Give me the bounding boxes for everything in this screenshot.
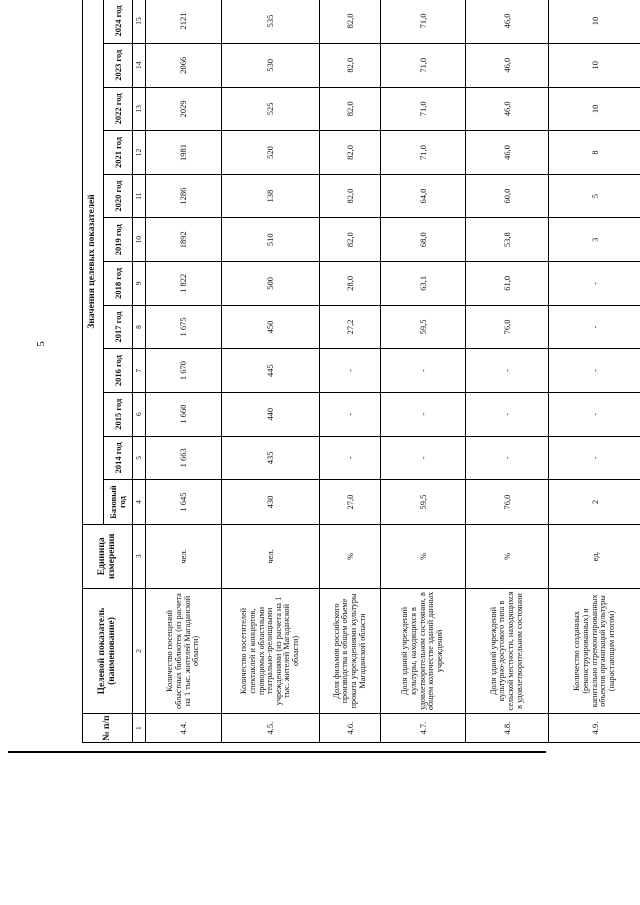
column-number: 5 (133, 436, 146, 480)
header-values-group: Значения целевых показателей (83, 0, 104, 524)
row-value: 28,0 (320, 262, 381, 306)
column-number: 10 (133, 218, 146, 262)
row-value: - (381, 392, 466, 436)
table-row (320, 0, 381, 743)
header-year: 2016 год (104, 349, 133, 393)
row-value: 82,0 (320, 43, 381, 87)
row-value: 10 (549, 87, 640, 131)
row-value: - (320, 392, 381, 436)
row-value: - (381, 436, 466, 480)
row-value: 500 (222, 262, 320, 306)
column-number: 11 (133, 174, 146, 218)
row-indicator-name: Доля зданий учреждений культурно-досугового типа в сельской местности, находящихся в удовлетворительном состоянии (466, 588, 549, 714)
row-value: 82,0 (320, 131, 381, 175)
column-number: 12 (133, 131, 146, 175)
column-number: 2 (133, 588, 146, 714)
column-number: 13 (133, 87, 146, 131)
row-value: 1 645 (146, 480, 222, 525)
row-value: 525 (222, 87, 320, 131)
column-number: 4 (133, 480, 146, 525)
row-value: - (549, 392, 640, 436)
row-value: 82,0 (320, 87, 381, 131)
column-number: 15 (133, 0, 146, 43)
row-value: 64,0 (381, 174, 466, 218)
row-value: 8 (549, 131, 640, 175)
row-value: 76,0 (466, 305, 549, 349)
column-number: 9 (133, 262, 146, 306)
table-row (222, 0, 320, 743)
horizontal-rule (8, 751, 546, 753)
header-year: 2021 год (104, 131, 133, 175)
row-num: 4.8. (466, 714, 549, 743)
header-year: 2024 год (104, 0, 133, 43)
row-value: 1286 (146, 174, 222, 218)
row-value: 535 (222, 0, 320, 43)
row-value: 71,0 (381, 131, 466, 175)
row-value: 10 (549, 0, 640, 43)
row-num: 4.4. (146, 714, 222, 743)
header-year: 2019 год (104, 218, 133, 262)
row-num: 4.7. (381, 714, 466, 743)
row-value: 82,0 (320, 174, 381, 218)
row-value: 82,0 (320, 218, 381, 262)
row-value: 10 (549, 43, 640, 87)
row-value: 82,0 (320, 0, 381, 43)
header-year: 2015 год (104, 392, 133, 436)
row-value: - (549, 436, 640, 480)
row-unit: % (320, 524, 381, 588)
header-year: 2020 год (104, 174, 133, 218)
row-value: 440 (222, 392, 320, 436)
row-value: 46,0 (466, 43, 549, 87)
row-value: - (466, 349, 549, 393)
row-value: 46,0 (466, 87, 549, 131)
column-number: 3 (133, 524, 146, 588)
row-value: 59,5 (381, 305, 466, 349)
row-value: 1 822 (146, 262, 222, 306)
row-value: 53,8 (466, 218, 549, 262)
row-value: 59,5 (381, 480, 466, 525)
row-indicator-name: Доля фильмов российского производства в общем объеме проката учреждениями культуры Магаданской области (320, 588, 381, 714)
row-value: 3 (549, 218, 640, 262)
row-value: 71,0 (381, 87, 466, 131)
row-value: 71,0 (381, 43, 466, 87)
rotated-table-container (82, 0, 616, 743)
row-num: 4.5. (222, 714, 320, 743)
row-value: 510 (222, 218, 320, 262)
row-value: 71,0 (381, 0, 466, 43)
column-number: 1 (133, 714, 146, 743)
row-value: 450 (222, 305, 320, 349)
row-num: 4.6. (320, 714, 381, 743)
row-value: - (320, 349, 381, 393)
row-value: 5 (549, 174, 640, 218)
row-value: 1 663 (146, 436, 222, 480)
header-indicator: Целевой показатель (наименование) (83, 588, 133, 714)
row-value: - (320, 436, 381, 480)
column-number: 7 (133, 349, 146, 393)
header-year: 2014 год (104, 436, 133, 480)
row-unit: чел. (222, 524, 320, 588)
row-value: 138 (222, 174, 320, 218)
header-year: Базовый год (104, 480, 133, 525)
target-indicators-table (82, 0, 640, 743)
column-number: 6 (133, 392, 146, 436)
row-value: 1892 (146, 218, 222, 262)
row-value: 46,0 (466, 0, 549, 43)
header-year: 2018 год (104, 262, 133, 306)
row-value: 520 (222, 131, 320, 175)
row-indicator-name: Количество посетителей спектаклей и концертов, проводимых областными театрально-зрелищными учреждениями (из расчета на 1 тыс. жителей Магаданской области) (222, 588, 320, 714)
row-num: 4.9. (549, 714, 640, 743)
row-value: - (549, 262, 640, 306)
row-value: - (549, 349, 640, 393)
row-value: 1 670 (146, 349, 222, 393)
header-year: 2023 год (104, 43, 133, 87)
row-value: 430 (222, 480, 320, 525)
column-number: 8 (133, 305, 146, 349)
row-value: 435 (222, 436, 320, 480)
row-value: 76,0 (466, 480, 549, 525)
column-number: 14 (133, 43, 146, 87)
row-value: - (381, 349, 466, 393)
header-unit: Единица измерения (83, 524, 133, 588)
row-value: 1 660 (146, 392, 222, 436)
row-value: 61,0 (466, 262, 549, 306)
header-year: 2022 год (104, 87, 133, 131)
table-row (146, 0, 222, 743)
row-value: 27,0 (320, 480, 381, 525)
row-value: 27,2 (320, 305, 381, 349)
header-year: 2017 год (104, 305, 133, 349)
row-value: - (549, 305, 640, 349)
row-indicator-name: Количество созданных (реконструированных) и капитально отремонтированных объектов организаций культуры (нарастающим итогом) (549, 588, 640, 714)
row-unit: % (466, 524, 549, 588)
row-unit: чел. (146, 524, 222, 588)
row-unit: ед. (549, 524, 640, 588)
row-value: 2029 (146, 87, 222, 131)
row-value: 1981 (146, 131, 222, 175)
table-row (549, 0, 640, 743)
row-value: - (466, 436, 549, 480)
row-value: 60,0 (466, 174, 549, 218)
row-value: 1 675 (146, 305, 222, 349)
row-value: 445 (222, 349, 320, 393)
row-value: - (466, 392, 549, 436)
row-indicator-name: Доля зданий учреждений культуры, находящихся в удовлетворительном состоянии, в общем количестве зданий данных учреждений (381, 588, 466, 714)
header-num: № п/п (83, 714, 133, 743)
row-indicator-name: Количество посещений областных библиотек (из расчета на 1 тыс. жителей Магаданской области) (146, 588, 222, 714)
row-value: 2 (549, 480, 640, 525)
row-value: 2121 (146, 0, 222, 43)
table-row (466, 0, 549, 743)
row-value: 530 (222, 43, 320, 87)
page-number: 5 (34, 341, 47, 347)
table-row (381, 0, 466, 743)
row-value: 2066 (146, 43, 222, 87)
row-value: 63,1 (381, 262, 466, 306)
row-value: 46,0 (466, 131, 549, 175)
row-unit: % (381, 524, 466, 588)
row-value: 68,0 (381, 218, 466, 262)
